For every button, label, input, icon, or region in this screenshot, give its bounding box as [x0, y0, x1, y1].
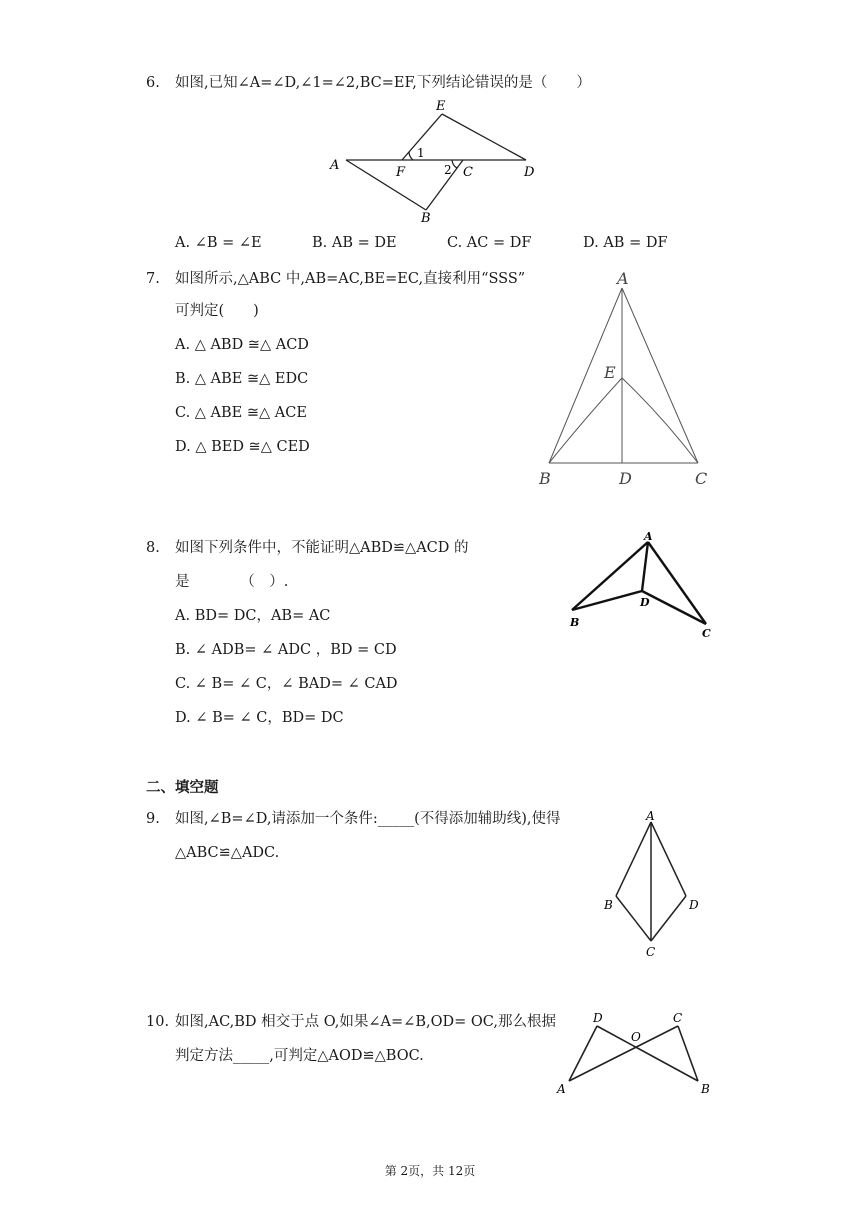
q7-label-E: E [604, 363, 616, 382]
q7-option-c: C. △ ABE ≅△ ACE [175, 405, 307, 421]
q6-label-2: 2 [444, 163, 452, 177]
q10-label-D: D [593, 1011, 603, 1025]
q7-label-C: C [695, 469, 708, 488]
q9-label-A: A [646, 809, 655, 823]
q9-number: 9. [146, 811, 160, 827]
q9-label-D: D [689, 898, 699, 912]
q10-stem-line2: 判定方法_____,可判定△AOD≌△BOC. [175, 1048, 424, 1064]
q9-label-C: C [646, 945, 656, 959]
q8-number: 8. [146, 540, 160, 556]
q8-stem-line2: 是 （ ）. [175, 574, 289, 590]
q7-option-b: B. △ ABE ≅△ EDC [175, 371, 309, 387]
q7-option-a: A. △ ABD ≅△ ACD [175, 337, 309, 353]
q8-figure [562, 526, 722, 641]
page-footer: 第 2页，共 12页 [384, 1164, 476, 1178]
q8-option-a: A. BD= DC，AB= AC [175, 608, 331, 624]
q6-stem: 如图,已知∠A=∠D,∠1=∠2,BC=EF,下列结论错误的是（ ） [175, 75, 591, 91]
q6-option-c: C. AC = DF [447, 235, 532, 251]
q8-label-A: A [644, 530, 653, 543]
q8-stem-line1: 如图下列条件中，不能证明△ABD≌△ACD 的 [175, 540, 469, 556]
q7-figure [532, 266, 722, 491]
q6-option-d: D. AB = DF [583, 235, 668, 251]
q10-label-A: A [557, 1082, 566, 1096]
q8-option-d: D. ∠ B= ∠ C，BD= DC [175, 710, 344, 726]
q8-label-B: B [570, 616, 580, 629]
q10-label-B: B [701, 1082, 710, 1096]
q10-label-O: O [631, 1030, 641, 1044]
q6-figure [320, 98, 550, 228]
q6-label-1: 1 [417, 146, 425, 160]
q6-option-b: B. AB = DE [312, 235, 397, 251]
q6-number: 6. [146, 75, 160, 91]
q8-label-C: C [702, 627, 711, 640]
q7-option-d: D. △ BED ≅△ CED [175, 439, 310, 455]
q9-figure [598, 808, 718, 963]
q8-label-D: D [640, 596, 650, 609]
q7-stem-line2: 可判定( ) [175, 303, 259, 319]
q6-label-C: C [463, 165, 473, 180]
q10-label-C: C [673, 1011, 683, 1025]
q8-option-b: B. ∠ ADB= ∠ ADC ，BD = CD [175, 642, 397, 658]
q6-label-A: A [330, 158, 340, 173]
q6-label-B: B [421, 211, 431, 226]
q8-option-c: C. ∠ B= ∠ C，∠ BAD= ∠ CAD [175, 676, 398, 692]
q10-figure [550, 1008, 720, 1103]
q7-label-A: A [617, 269, 629, 288]
q9-stem-line2: △ABC≌△ADC. [175, 845, 280, 861]
q9-stem-line1: 如图,∠B=∠D,请添加一个条件:_____(不得添加辅助线),使得 [175, 811, 561, 827]
q7-number: 7. [146, 271, 160, 287]
q7-label-B: B [539, 469, 551, 488]
q9-label-B: B [604, 898, 613, 912]
q6-label-E: E [436, 99, 446, 114]
q6-label-D: D [524, 165, 535, 180]
q6-option-a: A. ∠B = ∠E [175, 235, 262, 251]
q10-stem-line1: 如图,AC,BD 相交于点 O,如果∠A=∠B,OD= OC,那么根据 [175, 1014, 556, 1030]
q7-stem-line1: 如图所示,△ABC 中,AB=AC,BE=EC,直接利用“SSS” [175, 271, 526, 287]
q10-number: 10. [146, 1014, 170, 1030]
q6-label-F: F [396, 165, 406, 180]
q7-label-D: D [619, 469, 632, 488]
section-heading: 二、填空题 [146, 780, 219, 796]
